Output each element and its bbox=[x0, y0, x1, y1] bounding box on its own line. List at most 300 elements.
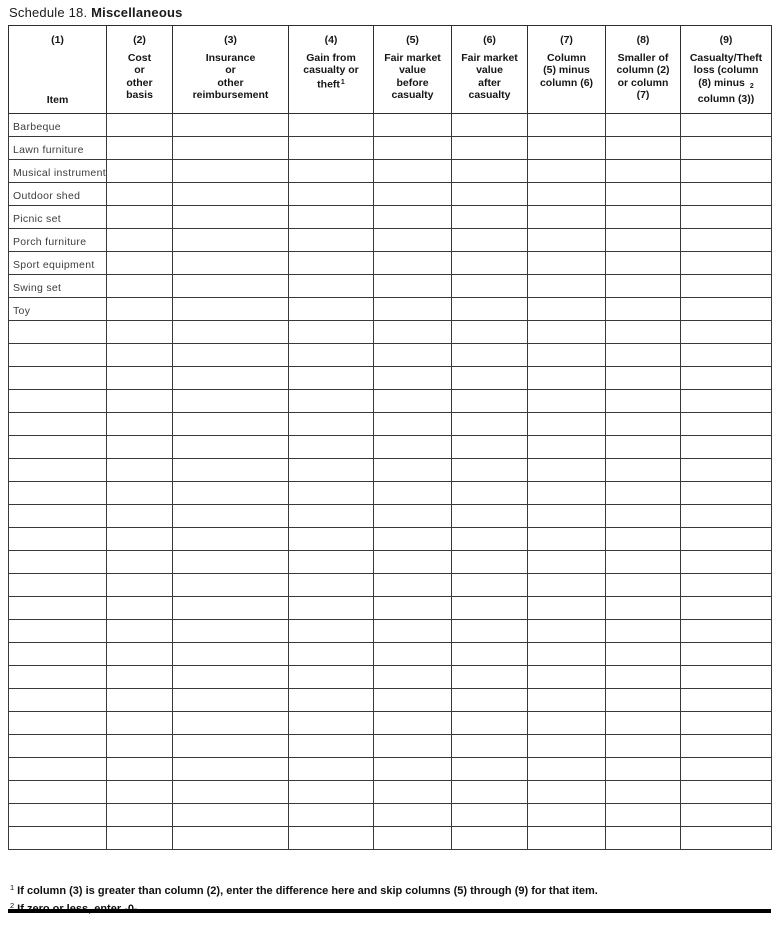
data-cell[interactable] bbox=[289, 367, 374, 390]
data-cell[interactable] bbox=[107, 413, 173, 436]
data-cell[interactable] bbox=[374, 344, 452, 367]
data-cell[interactable] bbox=[289, 413, 374, 436]
data-cell[interactable] bbox=[606, 275, 681, 298]
data-cell[interactable] bbox=[681, 367, 772, 390]
data-cell[interactable] bbox=[289, 459, 374, 482]
data-cell[interactable] bbox=[452, 413, 528, 436]
data-cell[interactable] bbox=[289, 827, 374, 850]
data-cell[interactable] bbox=[528, 666, 606, 689]
data-cell[interactable] bbox=[452, 712, 528, 735]
data-cell[interactable] bbox=[452, 781, 528, 804]
data-cell[interactable] bbox=[452, 597, 528, 620]
item-cell[interactable] bbox=[9, 252, 107, 275]
data-cell[interactable] bbox=[681, 206, 772, 229]
data-cell[interactable] bbox=[289, 758, 374, 781]
data-cell[interactable] bbox=[107, 666, 173, 689]
data-cell[interactable] bbox=[374, 597, 452, 620]
data-cell[interactable] bbox=[528, 436, 606, 459]
data-cell[interactable] bbox=[173, 298, 289, 321]
data-cell[interactable] bbox=[606, 643, 681, 666]
item-cell[interactable] bbox=[9, 620, 107, 643]
data-cell[interactable] bbox=[173, 827, 289, 850]
item-cell[interactable] bbox=[9, 275, 107, 298]
data-cell[interactable] bbox=[452, 643, 528, 666]
data-cell[interactable] bbox=[606, 137, 681, 160]
data-cell[interactable] bbox=[452, 367, 528, 390]
data-cell[interactable] bbox=[107, 206, 173, 229]
data-cell[interactable] bbox=[528, 781, 606, 804]
data-cell[interactable] bbox=[606, 252, 681, 275]
data-cell[interactable] bbox=[374, 183, 452, 206]
data-cell[interactable] bbox=[528, 367, 606, 390]
data-cell[interactable] bbox=[681, 275, 772, 298]
item-cell[interactable] bbox=[9, 114, 107, 137]
data-cell[interactable] bbox=[107, 321, 173, 344]
data-cell[interactable] bbox=[289, 321, 374, 344]
item-cell[interactable] bbox=[9, 505, 107, 528]
data-cell[interactable] bbox=[681, 758, 772, 781]
data-cell[interactable] bbox=[107, 528, 173, 551]
item-cell[interactable] bbox=[9, 689, 107, 712]
data-cell[interactable] bbox=[173, 367, 289, 390]
data-cell[interactable] bbox=[173, 206, 289, 229]
data-cell[interactable] bbox=[681, 298, 772, 321]
data-cell[interactable] bbox=[606, 620, 681, 643]
data-cell[interactable] bbox=[452, 827, 528, 850]
data-cell[interactable] bbox=[173, 804, 289, 827]
data-cell[interactable] bbox=[452, 574, 528, 597]
data-cell[interactable] bbox=[374, 712, 452, 735]
item-cell[interactable] bbox=[9, 344, 107, 367]
data-cell[interactable] bbox=[452, 459, 528, 482]
data-cell[interactable] bbox=[173, 436, 289, 459]
item-cell[interactable] bbox=[9, 298, 107, 321]
data-cell[interactable] bbox=[452, 735, 528, 758]
data-cell[interactable] bbox=[107, 137, 173, 160]
data-cell[interactable] bbox=[374, 137, 452, 160]
item-cell[interactable] bbox=[9, 367, 107, 390]
column-number: (6) bbox=[483, 34, 496, 46]
data-cell[interactable] bbox=[606, 183, 681, 206]
data-cell[interactable] bbox=[374, 436, 452, 459]
data-cell[interactable] bbox=[681, 666, 772, 689]
item-cell[interactable] bbox=[9, 321, 107, 344]
data-cell[interactable] bbox=[681, 597, 772, 620]
data-cell[interactable] bbox=[606, 436, 681, 459]
data-cell[interactable] bbox=[681, 160, 772, 183]
data-cell[interactable] bbox=[289, 505, 374, 528]
item-cell[interactable] bbox=[9, 597, 107, 620]
data-cell[interactable] bbox=[681, 183, 772, 206]
item-cell[interactable] bbox=[9, 459, 107, 482]
data-cell[interactable] bbox=[528, 597, 606, 620]
data-cell[interactable] bbox=[528, 758, 606, 781]
data-cell[interactable] bbox=[681, 528, 772, 551]
header-row bbox=[9, 26, 772, 114]
data-cell[interactable] bbox=[374, 804, 452, 827]
data-cell[interactable] bbox=[452, 321, 528, 344]
data-cell[interactable] bbox=[173, 137, 289, 160]
data-cell[interactable] bbox=[606, 666, 681, 689]
data-cell[interactable] bbox=[173, 666, 289, 689]
data-cell[interactable] bbox=[681, 574, 772, 597]
data-cell[interactable] bbox=[107, 390, 173, 413]
data-cell[interactable] bbox=[107, 758, 173, 781]
data-cell[interactable] bbox=[606, 459, 681, 482]
data-cell[interactable] bbox=[374, 275, 452, 298]
data-cell[interactable] bbox=[374, 459, 452, 482]
data-cell[interactable] bbox=[528, 551, 606, 574]
data-cell[interactable] bbox=[681, 252, 772, 275]
data-cell[interactable] bbox=[606, 390, 681, 413]
data-cell[interactable] bbox=[107, 344, 173, 367]
data-cell[interactable] bbox=[374, 528, 452, 551]
data-cell[interactable] bbox=[289, 252, 374, 275]
data-cell[interactable] bbox=[289, 620, 374, 643]
data-cell[interactable] bbox=[289, 229, 374, 252]
data-cell[interactable] bbox=[107, 459, 173, 482]
data-cell[interactable] bbox=[681, 689, 772, 712]
data-cell[interactable] bbox=[173, 160, 289, 183]
data-cell[interactable] bbox=[107, 551, 173, 574]
data-cell[interactable] bbox=[173, 551, 289, 574]
data-cell[interactable] bbox=[173, 505, 289, 528]
data-cell[interactable] bbox=[107, 689, 173, 712]
data-cell[interactable] bbox=[374, 114, 452, 137]
data-cell[interactable] bbox=[107, 781, 173, 804]
data-cell[interactable] bbox=[173, 252, 289, 275]
data-cell[interactable] bbox=[681, 804, 772, 827]
data-cell[interactable] bbox=[289, 482, 374, 505]
data-cell[interactable] bbox=[289, 574, 374, 597]
data-cell[interactable] bbox=[606, 413, 681, 436]
data-cell[interactable] bbox=[289, 390, 374, 413]
data-cell[interactable] bbox=[528, 689, 606, 712]
data-cell[interactable] bbox=[528, 229, 606, 252]
data-cell[interactable] bbox=[173, 114, 289, 137]
data-cell[interactable] bbox=[681, 620, 772, 643]
footnote-2 bbox=[10, 899, 598, 917]
data-cell[interactable] bbox=[606, 114, 681, 137]
data-cell[interactable] bbox=[452, 436, 528, 459]
data-cell[interactable] bbox=[528, 712, 606, 735]
data-cell[interactable] bbox=[528, 620, 606, 643]
page-bottom-rule bbox=[8, 909, 771, 913]
data-cell[interactable] bbox=[107, 298, 173, 321]
data-cell[interactable] bbox=[289, 183, 374, 206]
data-cell[interactable] bbox=[452, 758, 528, 781]
data-cell[interactable] bbox=[374, 620, 452, 643]
data-cell[interactable] bbox=[452, 804, 528, 827]
data-cell[interactable] bbox=[289, 344, 374, 367]
data-cell[interactable] bbox=[289, 436, 374, 459]
data-cell[interactable] bbox=[528, 275, 606, 298]
data-cell[interactable] bbox=[528, 390, 606, 413]
data-cell[interactable] bbox=[452, 482, 528, 505]
data-cell[interactable] bbox=[452, 114, 528, 137]
data-cell[interactable] bbox=[374, 229, 452, 252]
data-cell[interactable] bbox=[107, 574, 173, 597]
data-cell[interactable] bbox=[173, 643, 289, 666]
data-cell[interactable] bbox=[374, 758, 452, 781]
data-cell[interactable] bbox=[107, 436, 173, 459]
data-cell[interactable] bbox=[528, 574, 606, 597]
data-cell[interactable] bbox=[528, 528, 606, 551]
data-cell[interactable] bbox=[173, 344, 289, 367]
data-cell[interactable] bbox=[606, 367, 681, 390]
column-header-3 bbox=[173, 26, 289, 114]
data-cell[interactable] bbox=[452, 344, 528, 367]
data-cell[interactable] bbox=[107, 183, 173, 206]
data-cell[interactable] bbox=[173, 321, 289, 344]
data-cell[interactable] bbox=[606, 482, 681, 505]
data-cell[interactable] bbox=[528, 160, 606, 183]
data-cell[interactable] bbox=[173, 620, 289, 643]
data-cell[interactable] bbox=[374, 482, 452, 505]
data-cell[interactable] bbox=[681, 827, 772, 850]
item-cell[interactable] bbox=[9, 390, 107, 413]
data-cell[interactable] bbox=[173, 597, 289, 620]
item-cell[interactable] bbox=[9, 206, 107, 229]
data-cell[interactable] bbox=[452, 183, 528, 206]
data-cell[interactable] bbox=[374, 321, 452, 344]
data-cell[interactable] bbox=[374, 413, 452, 436]
data-cell[interactable] bbox=[107, 114, 173, 137]
item-cell[interactable] bbox=[9, 436, 107, 459]
data-cell[interactable] bbox=[528, 252, 606, 275]
data-cell[interactable] bbox=[107, 735, 173, 758]
item-cell[interactable] bbox=[9, 413, 107, 436]
data-cell[interactable] bbox=[606, 298, 681, 321]
data-cell[interactable] bbox=[606, 758, 681, 781]
item-cell[interactable] bbox=[9, 666, 107, 689]
data-cell[interactable] bbox=[681, 390, 772, 413]
item-cell[interactable] bbox=[9, 735, 107, 758]
data-cell[interactable] bbox=[107, 643, 173, 666]
data-cell[interactable] bbox=[107, 505, 173, 528]
column-header-4 bbox=[289, 26, 374, 114]
table-row bbox=[9, 344, 772, 367]
item-cell[interactable] bbox=[9, 160, 107, 183]
data-cell[interactable] bbox=[173, 574, 289, 597]
data-cell[interactable] bbox=[681, 413, 772, 436]
item-cell[interactable] bbox=[9, 781, 107, 804]
data-cell[interactable] bbox=[606, 160, 681, 183]
data-cell[interactable] bbox=[107, 482, 173, 505]
data-cell[interactable] bbox=[289, 528, 374, 551]
data-cell[interactable] bbox=[452, 137, 528, 160]
data-cell[interactable] bbox=[452, 206, 528, 229]
data-cell[interactable] bbox=[173, 712, 289, 735]
item-cell[interactable] bbox=[9, 137, 107, 160]
data-cell[interactable] bbox=[289, 712, 374, 735]
data-cell[interactable] bbox=[173, 781, 289, 804]
data-cell[interactable] bbox=[606, 528, 681, 551]
data-cell[interactable] bbox=[374, 827, 452, 850]
item-cell[interactable] bbox=[9, 482, 107, 505]
data-cell[interactable] bbox=[528, 459, 606, 482]
column-header-6 bbox=[452, 26, 528, 114]
data-cell[interactable] bbox=[452, 275, 528, 298]
data-cell[interactable] bbox=[452, 689, 528, 712]
data-cell[interactable] bbox=[452, 551, 528, 574]
data-cell[interactable] bbox=[289, 689, 374, 712]
data-cell[interactable] bbox=[374, 160, 452, 183]
data-cell[interactable] bbox=[528, 413, 606, 436]
data-cell[interactable] bbox=[528, 827, 606, 850]
data-cell[interactable] bbox=[606, 229, 681, 252]
data-cell[interactable] bbox=[606, 574, 681, 597]
data-cell[interactable] bbox=[289, 160, 374, 183]
data-cell[interactable] bbox=[173, 183, 289, 206]
data-cell[interactable] bbox=[374, 689, 452, 712]
data-cell[interactable] bbox=[528, 482, 606, 505]
data-cell[interactable] bbox=[528, 183, 606, 206]
data-cell[interactable] bbox=[107, 597, 173, 620]
data-cell[interactable] bbox=[289, 551, 374, 574]
data-cell[interactable] bbox=[606, 712, 681, 735]
data-cell[interactable] bbox=[107, 712, 173, 735]
item-cell[interactable] bbox=[9, 574, 107, 597]
data-cell[interactable] bbox=[107, 367, 173, 390]
data-cell[interactable] bbox=[606, 206, 681, 229]
data-cell[interactable] bbox=[452, 505, 528, 528]
data-cell[interactable] bbox=[452, 528, 528, 551]
data-cell[interactable] bbox=[681, 551, 772, 574]
data-cell[interactable] bbox=[374, 206, 452, 229]
data-cell[interactable] bbox=[528, 114, 606, 137]
item-cell[interactable] bbox=[9, 183, 107, 206]
data-cell[interactable] bbox=[173, 482, 289, 505]
data-cell[interactable] bbox=[528, 735, 606, 758]
data-cell[interactable] bbox=[452, 390, 528, 413]
data-cell[interactable] bbox=[107, 620, 173, 643]
data-cell[interactable] bbox=[289, 114, 374, 137]
data-cell[interactable] bbox=[452, 160, 528, 183]
data-cell[interactable] bbox=[289, 206, 374, 229]
data-cell[interactable] bbox=[528, 643, 606, 666]
data-cell[interactable] bbox=[107, 229, 173, 252]
data-cell[interactable] bbox=[173, 735, 289, 758]
data-cell[interactable] bbox=[289, 804, 374, 827]
data-cell[interactable] bbox=[452, 620, 528, 643]
item-cell[interactable] bbox=[9, 528, 107, 551]
data-cell[interactable] bbox=[374, 735, 452, 758]
data-cell[interactable] bbox=[681, 735, 772, 758]
data-cell[interactable] bbox=[173, 528, 289, 551]
data-cell[interactable] bbox=[528, 206, 606, 229]
data-cell[interactable] bbox=[452, 252, 528, 275]
item-cell[interactable] bbox=[9, 229, 107, 252]
data-cell[interactable] bbox=[374, 574, 452, 597]
data-cell[interactable] bbox=[681, 229, 772, 252]
table-row bbox=[9, 758, 772, 781]
data-cell[interactable] bbox=[374, 643, 452, 666]
data-cell[interactable] bbox=[528, 804, 606, 827]
data-cell[interactable] bbox=[107, 252, 173, 275]
data-cell[interactable] bbox=[289, 643, 374, 666]
data-cell[interactable] bbox=[289, 597, 374, 620]
data-cell[interactable] bbox=[606, 827, 681, 850]
data-cell[interactable] bbox=[606, 781, 681, 804]
table-row bbox=[9, 137, 772, 160]
data-cell[interactable] bbox=[528, 505, 606, 528]
data-cell[interactable] bbox=[606, 321, 681, 344]
item-cell[interactable] bbox=[9, 827, 107, 850]
data-cell[interactable] bbox=[173, 275, 289, 298]
data-cell[interactable] bbox=[289, 735, 374, 758]
data-cell[interactable] bbox=[173, 229, 289, 252]
data-cell[interactable] bbox=[528, 298, 606, 321]
item-label: Barbeque bbox=[13, 121, 61, 133]
data-cell[interactable] bbox=[374, 367, 452, 390]
data-cell[interactable] bbox=[289, 666, 374, 689]
item-cell[interactable] bbox=[9, 551, 107, 574]
data-cell[interactable] bbox=[374, 505, 452, 528]
data-cell[interactable] bbox=[173, 758, 289, 781]
data-cell[interactable] bbox=[289, 275, 374, 298]
data-cell[interactable] bbox=[374, 298, 452, 321]
data-cell[interactable] bbox=[107, 160, 173, 183]
item-cell[interactable] bbox=[9, 643, 107, 666]
data-cell[interactable] bbox=[173, 459, 289, 482]
data-cell[interactable] bbox=[452, 229, 528, 252]
data-cell[interactable] bbox=[452, 666, 528, 689]
data-cell[interactable] bbox=[681, 344, 772, 367]
data-cell[interactable] bbox=[374, 390, 452, 413]
data-cell[interactable] bbox=[606, 344, 681, 367]
item-cell[interactable] bbox=[9, 712, 107, 735]
data-cell[interactable] bbox=[681, 482, 772, 505]
data-cell[interactable] bbox=[173, 413, 289, 436]
item-cell[interactable] bbox=[9, 804, 107, 827]
data-cell[interactable] bbox=[374, 252, 452, 275]
data-cell[interactable] bbox=[681, 712, 772, 735]
data-cell[interactable] bbox=[173, 390, 289, 413]
data-cell[interactable] bbox=[107, 827, 173, 850]
data-cell[interactable] bbox=[528, 344, 606, 367]
data-cell[interactable] bbox=[606, 735, 681, 758]
data-cell[interactable] bbox=[681, 505, 772, 528]
data-cell[interactable] bbox=[374, 666, 452, 689]
data-cell[interactable] bbox=[681, 114, 772, 137]
data-cell[interactable] bbox=[374, 781, 452, 804]
data-cell[interactable] bbox=[289, 137, 374, 160]
data-cell[interactable] bbox=[681, 643, 772, 666]
data-cell[interactable] bbox=[374, 551, 452, 574]
data-cell[interactable] bbox=[606, 689, 681, 712]
data-cell[interactable] bbox=[681, 459, 772, 482]
data-cell[interactable] bbox=[289, 781, 374, 804]
data-cell[interactable] bbox=[107, 275, 173, 298]
data-cell[interactable] bbox=[681, 321, 772, 344]
item-cell[interactable] bbox=[9, 758, 107, 781]
data-cell[interactable] bbox=[606, 505, 681, 528]
data-cell[interactable] bbox=[528, 321, 606, 344]
data-cell[interactable] bbox=[681, 781, 772, 804]
table-row bbox=[9, 712, 772, 735]
data-cell[interactable] bbox=[107, 804, 173, 827]
data-cell[interactable] bbox=[173, 689, 289, 712]
data-cell[interactable] bbox=[606, 597, 681, 620]
data-cell[interactable] bbox=[606, 804, 681, 827]
data-cell[interactable] bbox=[289, 298, 374, 321]
data-cell[interactable] bbox=[452, 298, 528, 321]
data-cell[interactable] bbox=[681, 436, 772, 459]
data-cell[interactable] bbox=[606, 551, 681, 574]
data-cell[interactable] bbox=[528, 137, 606, 160]
data-cell[interactable] bbox=[681, 137, 772, 160]
